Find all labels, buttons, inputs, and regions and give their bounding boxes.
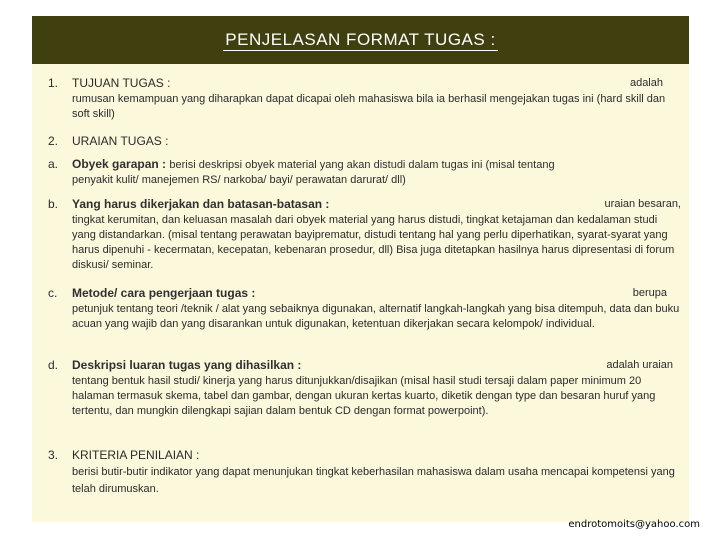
section-marker: a. [48,157,59,171]
section-heading-text: Obyek garapan : [72,157,167,171]
section-metode [32,286,689,332]
section-body: tentang bentuk hasil studi/ kinerja yang harus ditunjukkan/disajikan (misal hasil studi tersaji dalam paper minimum 20 halaman termasuk skema, tabel dan gambar, dengan ukuran kertas kuarto, diketik dengan type dan besaran huruf yang tertentu, dan mungkin dilengkapi sajian dalam bentuk CD dengan format powerpoint). [72,375,656,417]
section-marker: 2. [48,134,59,148]
section-obyek-garapan [32,157,689,188]
section-heading: Metode/ cara pengerjaan tugas : [72,286,256,300]
section-heading-tail: berupa [632,287,667,299]
content-panel [32,64,689,522]
section-heading-tail: adalah uraian [606,359,673,371]
section-body: tingkat kerumitan, dan keluasan masalah dari obyek material yang harus distudi, tingkat ketajaman dan kedalaman studi yang distandarkan. (misal tentang perawatan bayiprematur, distudi tentang hal yang perlu diperhatikan, syarat-syarat yang harus dipenuhi - kecermatan, kecepatan, kebenaran prosedur, dll) Bisa juga ditetapkan hasilnya harus dipresentasi di forum diskusi/ seminar. [72,214,675,271]
section-heading: URAIAN TUGAS : [72,134,169,148]
section-uraian [32,134,689,150]
section-body: penyakit kulit/ manejemen RS/ narkoba/ bayi/ perawatan darurat/ dll) [72,174,406,186]
section-batasan [32,197,689,273]
author-email: endrotomoits@yahoo.com [568,519,700,530]
section-kriteria [32,448,689,498]
section-tujuan [32,76,689,122]
section-marker: c. [48,286,58,300]
section-heading-inline: berisi deskripsi obyek material yang akan distudi dalam tugas ini (misal tentang [169,159,555,171]
title-bar [32,16,689,64]
section-body: petunjuk tentang teori /teknik / alat yang sebaiknya digunakan, alternatif langkah-langkah yang bisa ditempuh, data dan buku acuan yang wajib dan yang disarankan untuk digunakan, ketentuan dikerjakan secara kelompok/ individual. [72,303,680,330]
section-heading: TUJUAN TUGAS : [72,76,171,90]
section-body: berisi butir-butir indikator yang dapat menunjukan tingkat keberhasilan mahasiswa dalam usaha mencapai kompetensi yang telah dirumuskan. [72,466,675,495]
section-heading-tail: uraian besaran, [604,198,681,210]
page-title: PENJELASAN FORMAT TUGAS : [225,30,496,49]
section-marker: 1. [48,76,59,90]
section-heading: Yang harus dikerjakan dan batasan-batasan : [72,197,330,211]
section-heading: Deskripsi luaran tugas yang dihasilkan : [72,358,302,372]
section-heading-tail: adalah [629,77,663,89]
section-deskripsi-luaran [32,358,689,419]
section-heading [72,157,555,173]
section-marker: b. [48,197,59,211]
section-marker: 3. [48,448,59,462]
section-marker: d. [48,358,59,372]
section-body: rumusan kemampuan yang diharapkan dapat dicapai oleh mahasiswa bila ia berhasil mengejakan tugas ini (hard skill dan soft skill) [72,93,666,120]
section-heading: KRITERIA PENILAIAN : [72,448,200,462]
